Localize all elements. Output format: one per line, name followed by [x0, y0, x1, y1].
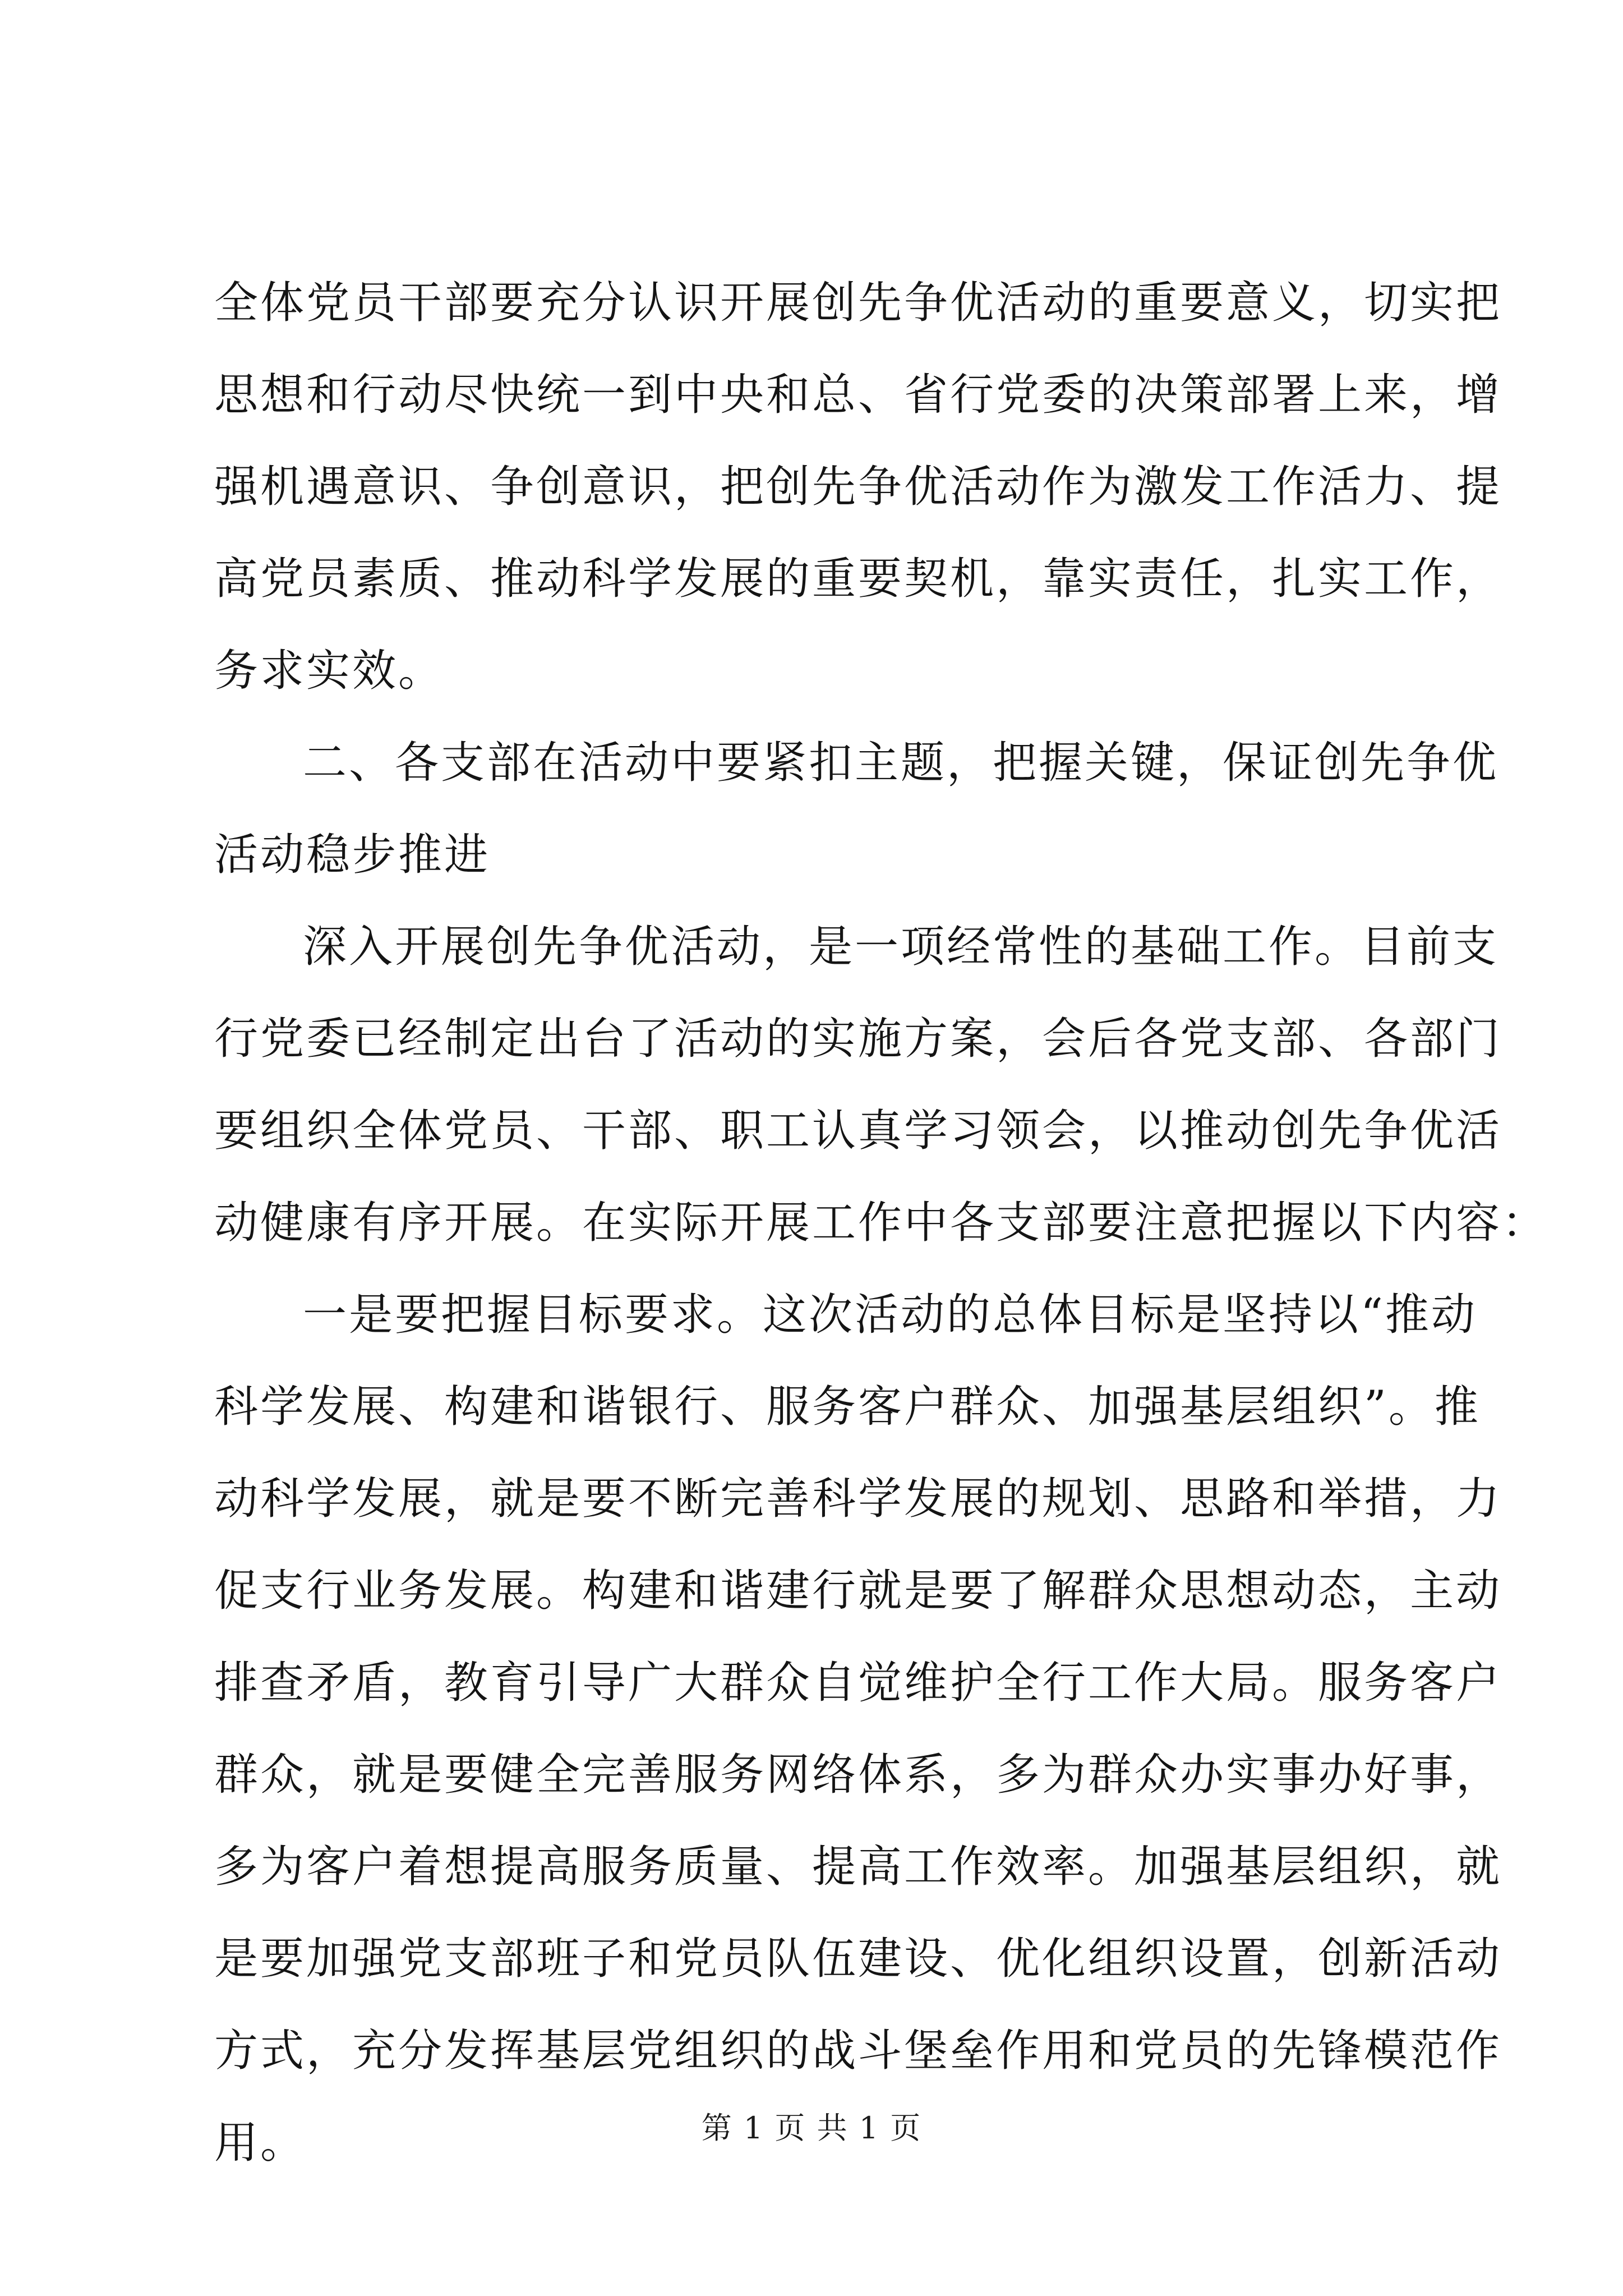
- section-heading-line: 活动稳步推进: [214, 830, 491, 880]
- text-line: 一是要把握目标要求。这次活动的总体目标是坚持以“推动: [303, 1290, 1477, 1340]
- text-line: 要组织全体党员、干部、职工认真学习领会，以推动创先争优活: [214, 1106, 1502, 1156]
- text-line: 促支行业务发展。构建和谐建行就是要了解群众思想动态，主动: [214, 1566, 1502, 1616]
- text-line: 动科学发展，就是要不断完善科学发展的规划、思路和举措，力: [214, 1474, 1502, 1524]
- section-heading-line: 二、各支部在活动中要紧扣主题，把握关键，保证创先争优: [303, 738, 1499, 788]
- text-line: 是要加强党支部班子和党员队伍建设、优化组织设置，创新活动: [214, 1934, 1502, 1984]
- text-line: 用。: [214, 2118, 307, 2168]
- text-line: 群众，就是要健全完善服务网络体系，多为群众办实事办好事，: [214, 1750, 1502, 1800]
- document-body: [214, 257, 1548, 2189]
- text-line: 高党员素质、推动科学发展的重要契机，靠实责任，扎实工作，: [214, 554, 1502, 604]
- text-line: 动健康有序开展。在实际开展工作中各支部要注意把握以下内容：: [214, 1198, 1548, 1248]
- text-line: 务求实效。: [214, 646, 445, 696]
- text-line: 全体党员干部要充分认识开展创先争优活动的重要意义，切实把: [214, 278, 1502, 328]
- text-line: 行党委已经制定出台了活动的实施方案，会后各党支部、各部门: [214, 1014, 1502, 1064]
- text-line: 多为客户着想提高服务质量、提高工作效率。加强基层组织，就: [214, 1842, 1502, 1892]
- text-line: 方式，充分发挥基层党组织的战斗堡垒作用和党员的先锋模范作: [214, 2026, 1502, 2076]
- text-line: 思想和行动尽快统一到中央和总、省行党委的决策部署上来，增: [214, 370, 1502, 420]
- text-line: 排查矛盾，教育引导广大群众自觉维护全行工作大局。服务客户: [214, 1658, 1502, 1708]
- page-number-footer: 第 1 页 共 1 页: [701, 2110, 922, 2146]
- text-line: 科学发展、构建和谐银行、服务客户群众、加强基层组织”。推: [214, 1382, 1481, 1432]
- text-line: 强机遇意识、争创意识，把创先争优活动作为激发工作活力、提: [214, 462, 1502, 512]
- text-line: 深入开展创先争优活动，是一项经常性的基础工作。目前支: [303, 922, 1499, 972]
